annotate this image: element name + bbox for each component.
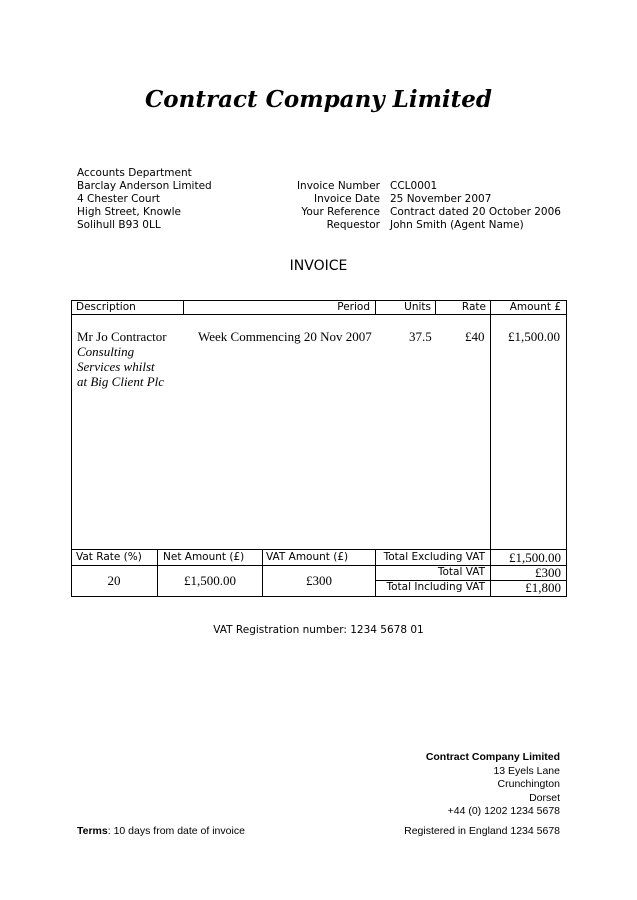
table-divider [435, 300, 436, 315]
item-detail: Services whilst [77, 359, 155, 374]
terms-text: : 10 days from date of invoice [107, 825, 245, 837]
item-units: 37.5 [409, 329, 432, 344]
invoice-heading: INVOICE [289, 258, 348, 274]
total-excl-vat-label: Total Excluding VAT [383, 551, 485, 563]
footer-address-line: 13 Eyels Lane [493, 764, 560, 777]
meta-row-your-reference [260, 206, 580, 219]
meta-label: Your Reference [301, 206, 380, 218]
payment-terms [77, 825, 245, 837]
terms-label: Terms [77, 825, 108, 837]
meta-value: Contract dated 20 October 2006 [390, 206, 561, 218]
meta-value: John Smith (Agent Name) [390, 219, 524, 231]
vat-registration: VAT Registration number: 1234 5678 01 [213, 624, 424, 636]
vat-amount-header: VAT Amount (£) [266, 551, 349, 563]
table-border [71, 300, 72, 596]
meta-label: Invoice Date [314, 193, 380, 205]
table-divider [375, 300, 376, 315]
header-units: Units [404, 301, 431, 313]
vat-amount-value: £300 [306, 573, 332, 588]
meta-row-invoice-date [260, 193, 580, 206]
meta-row-requestor [260, 219, 580, 232]
total-vat-value: £300 [535, 565, 561, 580]
header-description: Description [76, 301, 136, 313]
table-divider [183, 300, 184, 315]
address-line: Solihull B93 0LL [77, 219, 161, 231]
address-line: High Street, Knowle [77, 206, 181, 218]
total-incl-vat-value: £1,800 [525, 580, 561, 595]
meta-label: Invoice Number [296, 180, 380, 192]
meta-label: Requestor [326, 219, 380, 231]
meta-row-invoice-number [260, 180, 580, 193]
item-detail: Consulting [77, 344, 135, 359]
header-period: Period [337, 301, 370, 313]
table-divider [71, 565, 567, 566]
item-detail: at Big Client Plc [77, 374, 165, 389]
table-border [71, 300, 567, 301]
meta-value: CCL0001 [390, 180, 438, 192]
address-line: 4 Chester Court [77, 193, 161, 205]
table-border [566, 300, 567, 596]
registration-info: Registered in England 1234 5678 [404, 825, 560, 837]
table-border [71, 596, 567, 597]
footer-phone: +44 (0) 1202 1234 5678 [447, 805, 560, 817]
item-period: Week Commencing 20 Nov 2007 [198, 329, 372, 344]
table-divider [375, 549, 376, 596]
table-border [71, 314, 567, 315]
total-incl-vat-label: Total Including VAT [386, 581, 485, 593]
invoice-meta [260, 180, 580, 232]
net-amount-header: Net Amount (£) [163, 551, 245, 563]
address-line: Accounts Department [77, 167, 192, 179]
address-line: Barclay Anderson Limited [77, 180, 212, 192]
vat-rate-header: Vat Rate (%) [76, 551, 142, 563]
item-rate: £40 [465, 329, 485, 344]
footer-address-line: Dorset [529, 791, 560, 804]
total-vat-label: Total VAT [437, 566, 485, 578]
recipient-address [77, 167, 212, 232]
footer-address-line: Crunchington [497, 778, 560, 790]
company-title: Contract Company Limited [144, 86, 493, 113]
item-name: Mr Jo Contractor [77, 329, 167, 344]
header-rate: Rate [461, 301, 486, 313]
total-excl-vat-value: £1,500.00 [509, 550, 561, 565]
item-amount: £1,500.00 [508, 329, 560, 344]
net-amount-value: £1,500.00 [184, 573, 236, 588]
header-amount: Amount £ [509, 301, 561, 313]
meta-value: 25 November 2007 [390, 193, 492, 205]
footer-company-name: Contract Company Limited [425, 751, 560, 763]
table-divider [71, 549, 567, 550]
vat-rate-value: 20 [107, 573, 121, 588]
table-divider [490, 549, 491, 596]
footer-company-address [426, 751, 560, 819]
